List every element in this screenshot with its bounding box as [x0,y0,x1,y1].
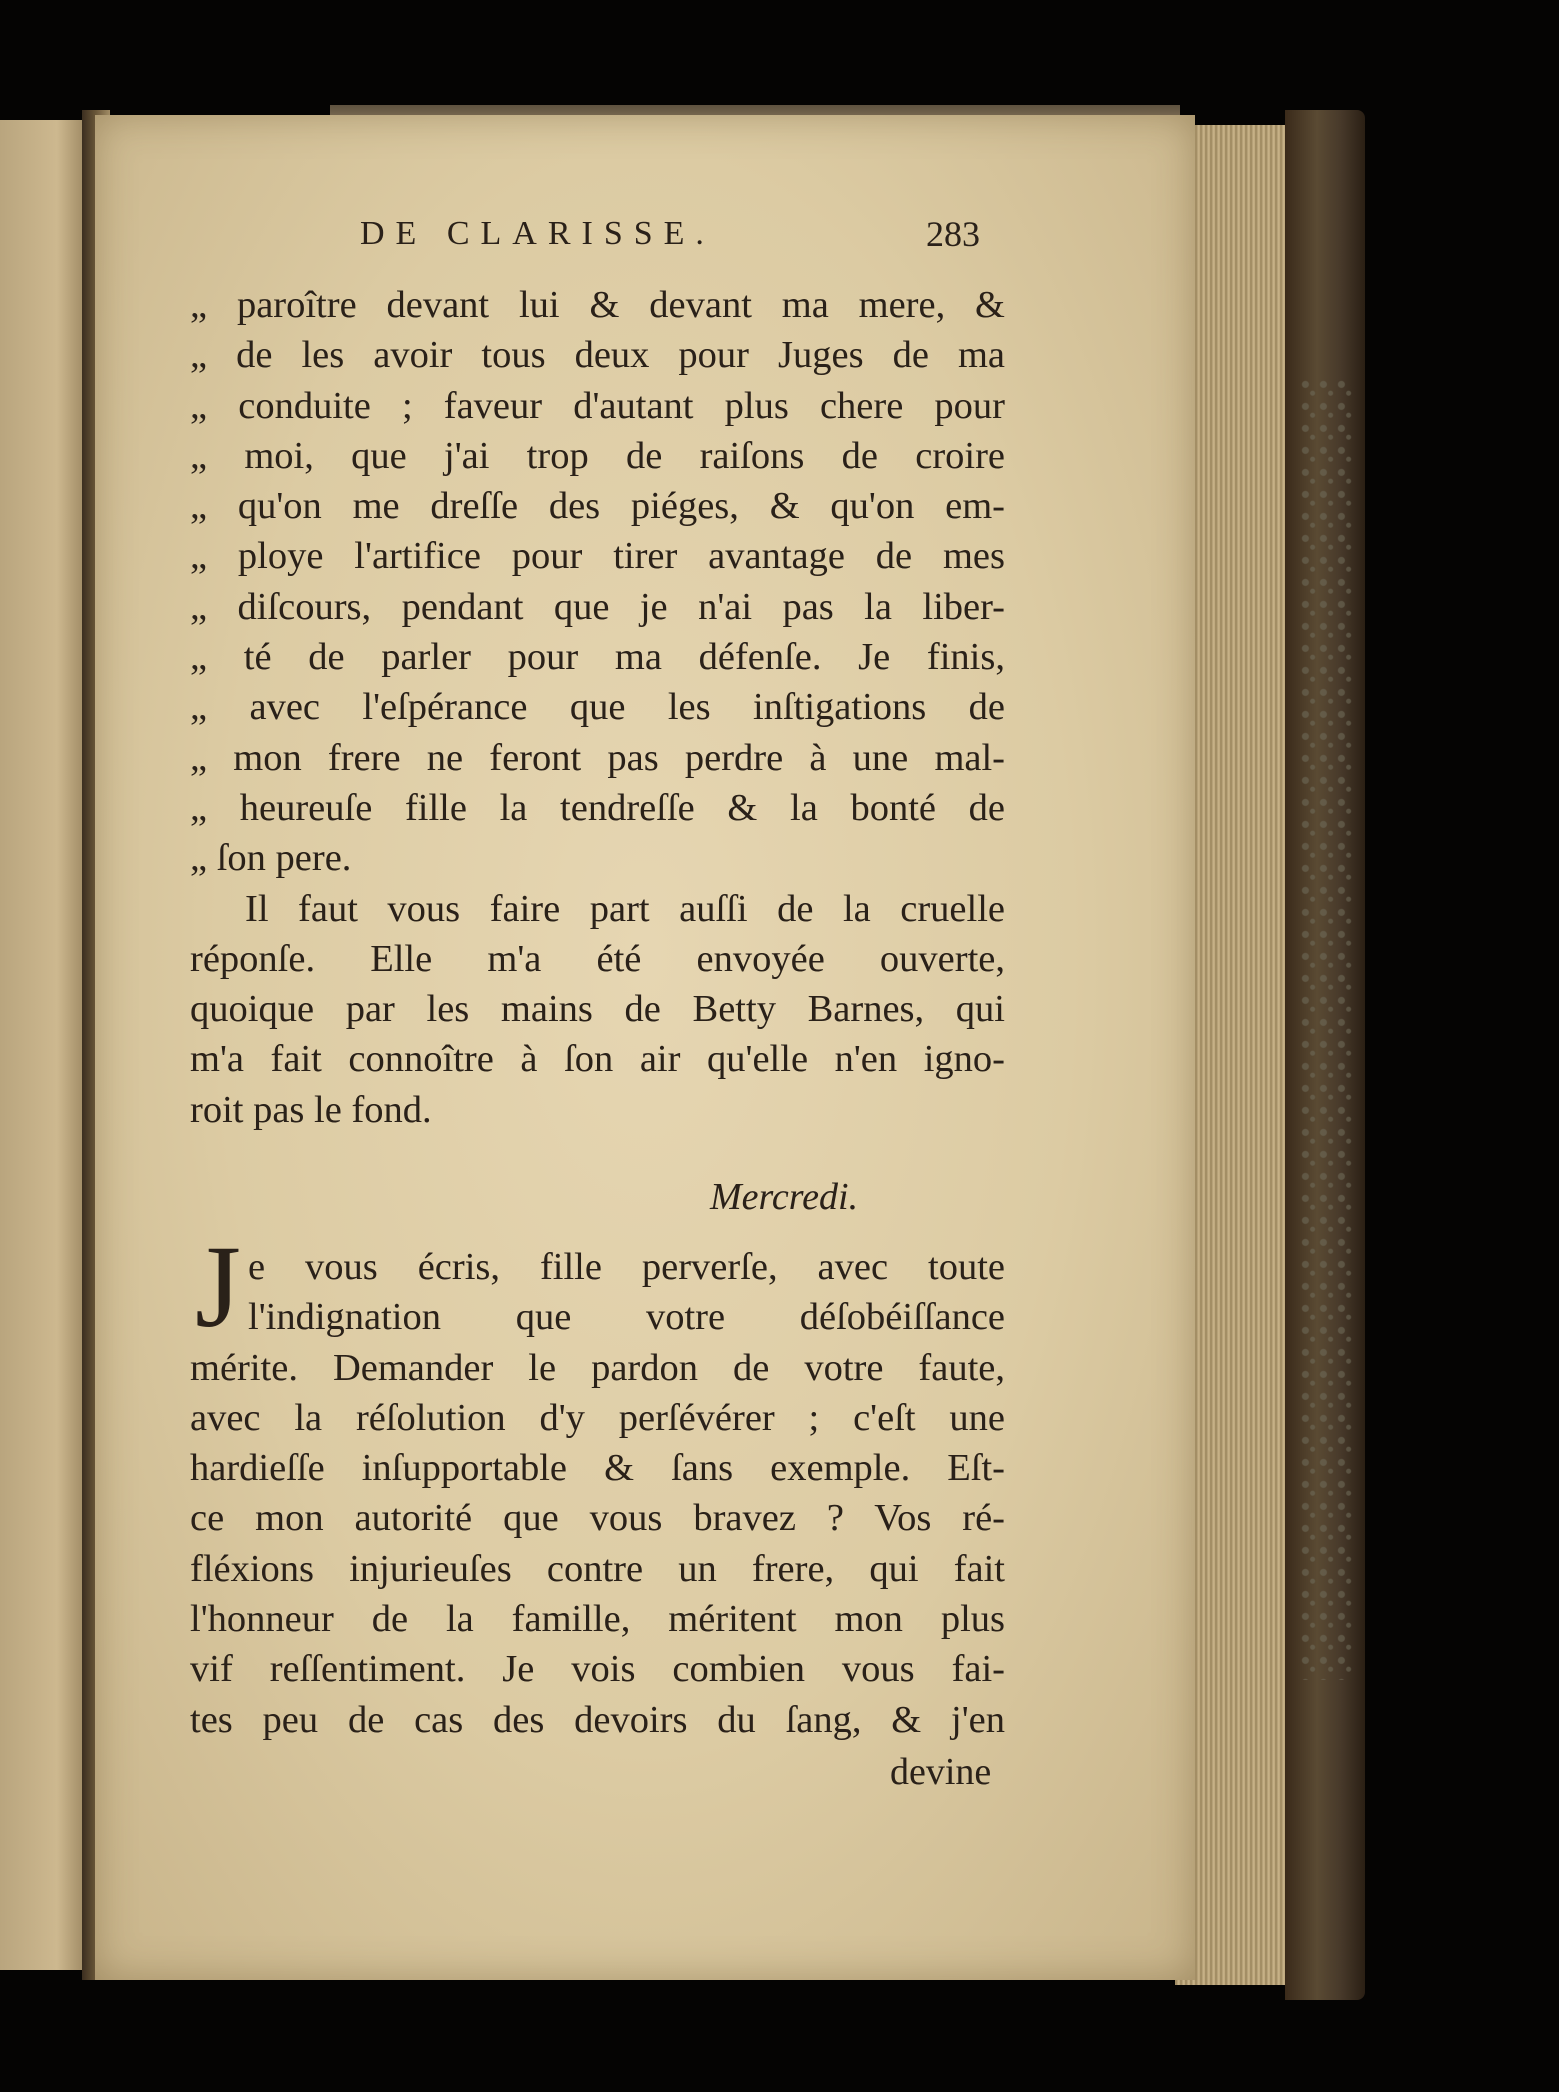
text-line: roit pas le fond. [190,1088,432,1131]
text-line: „ heureuſe fille la tendreſſe & la bonté de [190,786,1005,829]
text-line: mérite. Demander le pardon de votre faute, [190,1346,1005,1389]
running-title: DE CLARISSE. [360,215,715,252]
text-line: l'indignation que votre déſobéiſſance [248,1296,1005,1339]
dateline: Mercredi. [710,1176,859,1218]
text-line: „ ploye l'artifice pour tirer avantage de mes [190,535,1005,578]
text-line: „ ſon pere. [190,837,352,880]
text-line: „ avec l'eſpérance que les inſtigations de [190,686,1005,729]
running-header [360,215,980,265]
text-line: „ té de parler pour ma défenſe. Je finis, [190,636,1005,679]
cover-texture [1300,380,1355,1680]
page-number: 283 [926,214,980,254]
text-line: ce mon autorité que vous bravez ? Vos ré- [190,1497,1005,1540]
text-line: réponſe. Elle m'a été envoyée ouverte, [190,937,1005,980]
text-line: tes peu de cas des devoirs du ſang, & j'en [190,1698,1005,1741]
text-line: quoique par les mains de Betty Barnes, qui [190,988,1005,1031]
text-line: e vous écris, fille perverſe, avec toute [248,1246,1005,1288]
quoted-letter-text [190,283,1005,1138]
facing-page-text-fragments [0,120,95,1970]
text-line: „ paroître devant lui & devant ma mere, & [190,284,1005,326]
letter-text [190,1245,1005,1748]
catchword: devine [890,1751,992,1793]
text-line: avec la réſolution d'y perſévérer ; c'eſt une [190,1396,1005,1439]
text-line: „ mon frere ne feront pas perdre à une mal- [190,736,1005,779]
text-line: Il faut vous faire part auſſi de la cruelle [245,887,1005,930]
text-line: m'a fait connoître à ſon air qu'elle n'en igno- [190,1038,1005,1081]
text-line: „ moi, que j'ai trop de raiſons de croire [190,434,1005,477]
drop-capital: J [195,1221,241,1352]
text-line: „ qu'on me dreſſe des piéges, & qu'on em- [190,485,1005,528]
text-line: „ de les avoir tous deux pour Juges de ma [190,334,1005,377]
facing-page-edge [0,120,95,1970]
text-line: fléxions injurieuſes contre un frere, qui fait [190,1547,1005,1590]
text-line: l'honneur de la famille, méritent mon plus [190,1598,1005,1641]
text-line: vif reſſentiment. Je vois combien vous fai- [190,1648,1005,1691]
text-line: „ diſcours, pendant que je n'ai pas la liber- [190,585,1005,628]
text-line: „ conduite ; faveur d'autant plus chere pour [190,384,1005,427]
text-line: hardieſſe inſupportable & ſans exemple. Eſt- [190,1447,1005,1490]
